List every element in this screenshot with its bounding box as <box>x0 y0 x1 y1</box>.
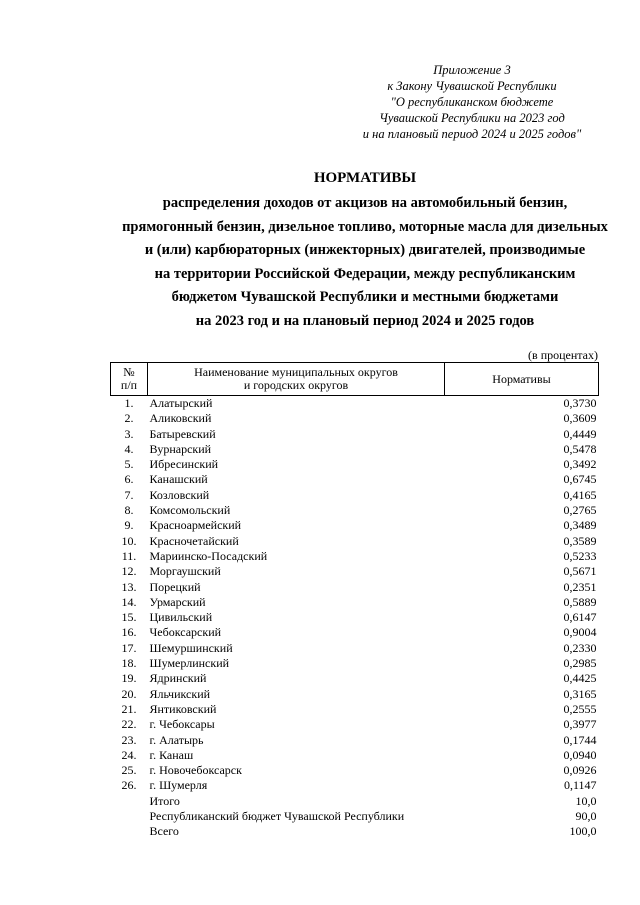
table-row <box>111 396 599 412</box>
row-number: 14. <box>121 594 137 609</box>
row-value: 10,0 <box>575 793 597 808</box>
row-value: 0,4425 <box>563 671 597 686</box>
row-value: 0,2351 <box>563 579 597 594</box>
units-label: (в процентах) <box>528 348 598 362</box>
title-line: на 2023 год и на плановый период 2024 и 2025 годов <box>195 312 535 329</box>
header-number <box>111 363 148 396</box>
header-name <box>148 363 445 396</box>
table-row <box>111 671 599 686</box>
row-number: 17. <box>121 640 137 655</box>
row-value: 0,4165 <box>563 487 597 502</box>
row-value: 0,3492 <box>563 457 597 472</box>
title-line: бюджетом Чувашской Республики и местными бюджетами <box>171 289 559 305</box>
row-value: 0,6147 <box>563 610 597 625</box>
row-name: Республиканский бюджет Чувашской Республики <box>149 809 405 824</box>
row-number: 18. <box>121 656 137 671</box>
row-number: 16. <box>121 625 137 640</box>
appendix-line: Приложение 3 <box>433 63 511 77</box>
row-number: 1. <box>124 396 134 410</box>
row-number: 25. <box>121 763 137 778</box>
row-name: Алатырский <box>149 396 213 410</box>
row-value: 0,1744 <box>563 732 597 747</box>
row-name: Красночетайский <box>149 533 239 548</box>
row-value: 0,5889 <box>563 594 597 609</box>
row-number: 26. <box>121 778 137 793</box>
row-name: Аликовский <box>149 411 212 426</box>
row-number: 5. <box>124 457 134 472</box>
header-number-line2: п/п <box>120 378 138 392</box>
title-main: НОРМАТИВЫ <box>313 170 417 186</box>
row-name: г. Алатырь <box>149 732 204 747</box>
table-row <box>111 763 599 778</box>
table-row <box>111 794 599 809</box>
title-line: на территории Российской Федерации, между республиканским <box>154 265 576 282</box>
title-line: распределения доходов от акцизов на автомобильный бензин, <box>162 195 568 211</box>
table-row <box>111 778 599 793</box>
row-value: 0,5671 <box>563 564 597 579</box>
row-number: 12. <box>121 564 137 579</box>
table-row <box>111 427 599 442</box>
row-value: 0,3165 <box>563 686 597 701</box>
table-row <box>111 595 599 610</box>
appendix-block <box>342 62 602 142</box>
table-row <box>111 733 599 748</box>
row-name: Вурнарский <box>149 441 212 456</box>
row-number: 11. <box>121 548 137 563</box>
row-name: Козловский <box>149 487 210 502</box>
row-value: 0,1147 <box>563 778 597 793</box>
row-number: 24. <box>121 747 137 762</box>
appendix-line: Чувашской Республики на 2023 год <box>379 111 565 125</box>
row-name: Урмарский <box>149 594 206 609</box>
row-name: Шумерлинский <box>149 656 230 671</box>
table-row <box>111 411 599 426</box>
row-number: 19. <box>121 671 137 686</box>
table-row <box>111 687 599 702</box>
table-header-row <box>111 363 599 396</box>
row-name: Ибресинский <box>149 457 219 472</box>
table-row <box>111 809 599 824</box>
row-name: Итого <box>149 793 180 808</box>
row-name: Шемуршинский <box>149 640 233 655</box>
row-value: 0,2985 <box>563 656 597 671</box>
row-value: 0,5478 <box>563 441 597 456</box>
row-name: Красноармейский <box>149 518 242 533</box>
table-row <box>111 702 599 717</box>
row-value: 0,3589 <box>563 533 597 548</box>
header-number-line1: № <box>123 365 135 379</box>
table-row <box>111 442 599 457</box>
table-row <box>111 503 599 518</box>
appendix-line: к Закону Чувашской Республики <box>387 79 557 93</box>
row-value: 0,0926 <box>563 763 597 778</box>
row-name: г. Шумерля <box>149 778 208 793</box>
row-value: 100,0 <box>569 824 597 839</box>
table-row <box>111 641 599 656</box>
row-value: 90,0 <box>575 809 597 824</box>
table-row <box>111 717 599 732</box>
table-row <box>111 472 599 487</box>
row-number: 15. <box>121 610 137 625</box>
row-value: 0,3489 <box>563 518 597 533</box>
row-name: Ядринский <box>149 671 207 686</box>
row-value: 0,2555 <box>563 701 597 716</box>
row-name: Чебоксарский <box>149 625 222 640</box>
table-row <box>111 549 599 564</box>
row-number <box>111 794 148 809</box>
row-number: 21. <box>121 701 137 716</box>
table-row <box>111 580 599 595</box>
table-row <box>111 824 599 839</box>
row-name: Всего <box>149 824 179 839</box>
row-name: Мариинско-Посадский <box>149 548 268 563</box>
row-number: 6. <box>124 472 134 487</box>
row-number: 13. <box>121 579 137 594</box>
table-body <box>111 396 599 840</box>
table-row <box>111 625 599 640</box>
row-value: 0,9004 <box>563 625 597 640</box>
norms-table <box>110 362 599 840</box>
row-number <box>111 809 148 824</box>
header-name-line1: Наименование муниципальных округов <box>194 365 398 379</box>
row-number: 2. <box>124 411 134 426</box>
row-name: г. Канаш <box>149 747 194 762</box>
row-value: 0,3609 <box>563 411 597 426</box>
header-value: Нормативы <box>445 363 599 396</box>
table-row <box>111 748 599 763</box>
row-name: Цивильский <box>149 610 213 625</box>
row-value: 0,0940 <box>563 747 597 762</box>
table-row <box>111 610 599 625</box>
appendix-line: "О республиканском бюджете <box>390 95 554 109</box>
appendix-line: и на плановый период 2024 и 2025 годов" <box>362 127 582 141</box>
title-line: и (или) карбюраторных (инжекторных) двигателей, производимые <box>144 242 586 258</box>
table-row <box>111 488 599 503</box>
row-number: 20. <box>121 686 137 701</box>
row-name: Комсомольский <box>149 503 231 518</box>
row-number: 23. <box>121 732 137 747</box>
row-name: г. Чебоксары <box>149 717 215 732</box>
table-row <box>111 457 599 472</box>
table-row <box>111 518 599 533</box>
row-value: 0,2330 <box>563 640 597 655</box>
row-number: 10. <box>121 533 137 548</box>
row-value: 0,3730 <box>563 396 597 410</box>
row-number: 7. <box>124 487 134 502</box>
row-value: 0,3977 <box>563 717 597 732</box>
row-name: Порецкий <box>149 579 201 594</box>
row-value: 0,6745 <box>563 472 597 487</box>
row-name: Яльчикский <box>149 686 211 701</box>
row-value: 0,5233 <box>563 548 597 563</box>
table-row <box>111 564 599 579</box>
row-value: 0,4449 <box>563 426 597 441</box>
title-line: прямогонный бензин, дизельное топливо, моторные масла для дизельных <box>122 218 608 235</box>
row-number: 8. <box>124 503 134 518</box>
row-name: Батыревский <box>149 426 216 441</box>
document-title <box>95 168 635 333</box>
table-row <box>111 534 599 549</box>
header-name-line2: и городских округов <box>243 378 349 392</box>
row-name: Моргаушский <box>149 564 221 579</box>
row-number: 9. <box>124 518 134 533</box>
row-number: 22. <box>121 717 137 732</box>
row-name: г. Новочебоксарск <box>149 763 242 778</box>
row-name: Канашский <box>149 472 208 487</box>
row-number: 3. <box>124 426 134 441</box>
row-number <box>111 824 148 839</box>
row-name: Янтиковский <box>149 701 217 716</box>
table-row <box>111 656 599 671</box>
row-number: 4. <box>124 441 134 456</box>
row-value: 0,2765 <box>563 503 597 518</box>
